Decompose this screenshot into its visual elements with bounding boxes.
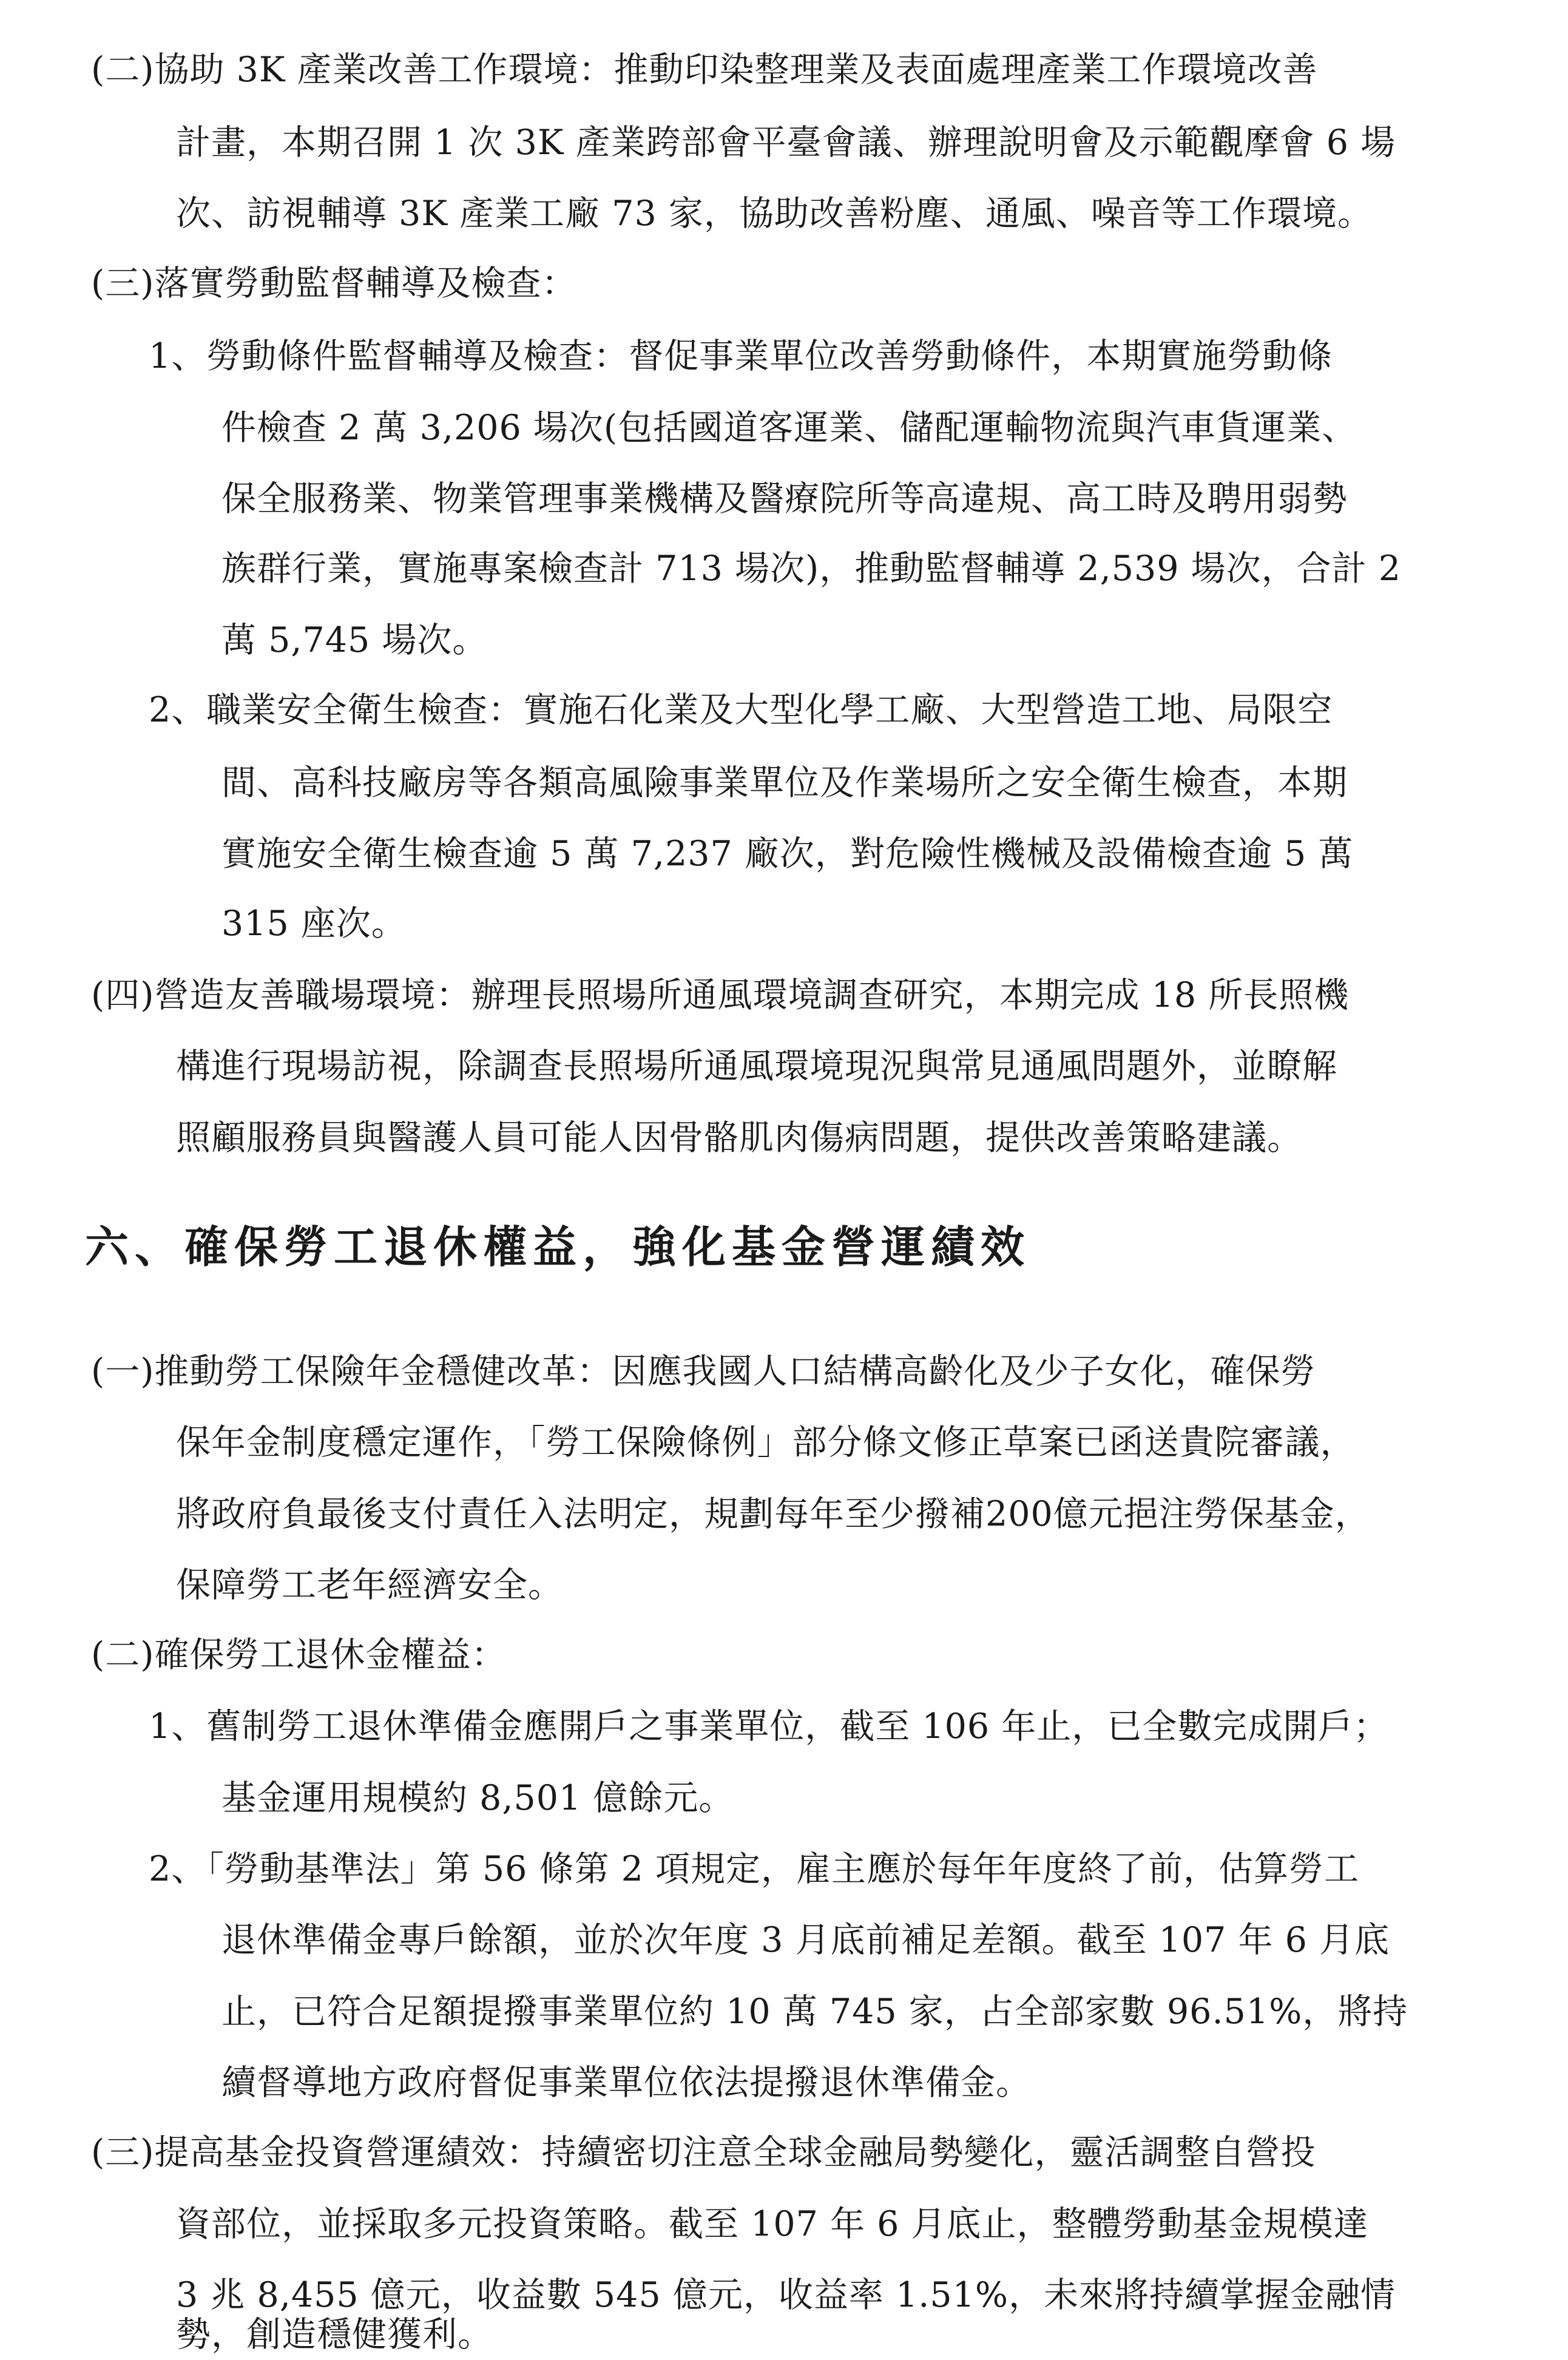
text-line: (四)營造友善職場環境：辦理長照場所通風環境調查研究，本期完成 18 所長照機 [91, 975, 1350, 1015]
text-line: 保障勞工老年經濟安全。 [176, 1565, 563, 1605]
text-line: 315 座次。 [221, 904, 407, 944]
text-line: 3 兆 8,455 億元，收益數 545 億元，收益率 1.51%，未來將持續掌握金融情 [176, 2275, 1396, 2315]
text-line: 次、訪視輔導 3K 產業工廠 73 家，協助改善粉塵、通風、噪音等工作環境。 [176, 194, 1373, 234]
text-line: 萬 5,745 場次。 [221, 620, 488, 660]
text-line: (三)落實勞動監督輔導及檢查： [91, 263, 577, 303]
text-line: 勢，創造穩健獲利。 [176, 2314, 493, 2355]
text-line: (二)確保勞工退休金權益： [91, 1635, 507, 1675]
text-line: 間、高科技廠房等各類高風險事業單位及作業場所之安全衛生檢查，本期 [221, 763, 1348, 803]
text-line: 將政府負最後支付責任入法明定，規劃每年至少撥補200億元挹注勞保基金， [176, 1494, 1370, 1534]
text-line: 續督導地方政府督促事業單位依法提撥退休準備金。 [221, 2063, 1031, 2103]
text-line: 退休準備金專戶餘額，並於次年度 3 月底前補足差額。截至 107 年 6 月底 [221, 1920, 1390, 1960]
section-heading: 六、確保勞工退休權益，強化基金營運績效 [85, 1221, 1031, 1273]
text-line: 實施安全衛生檢查逾 5 萬 7,237 廠次，對危險性機械及設備檢查逾 5 萬 [221, 834, 1354, 874]
text-line: (二)協助 3K 產業改善工作環境：推動印染整理業及表面處理產業工作環境改善 [91, 50, 1318, 90]
text-line: (一)推動勞工保險年金穩健改革：因應我國人口結構高齡化及少子女化，確保勞 [91, 1351, 1316, 1391]
text-line: 照顧服務員與醫護人員可能人因骨骼肌肉傷病問題，提供改善策略建議。 [176, 1118, 1302, 1158]
text-line: 止，已符合足額提撥事業單位約 10 萬 745 家，占全部家數 96.51%，將持 [221, 1992, 1408, 2032]
text-line: 資部位，並採取多元投資策略。截至 107 年 6 月底止，整體勞動基金規模達 [176, 2204, 1369, 2244]
text-line: 保全服務業、物業管理事業機構及醫療院所等高違規、高工時及聘用弱勢 [221, 479, 1348, 519]
text-line: 1、勞動條件監督輔導及檢查：督促事業單位改善勞動條件，本期實施勞動條 [149, 336, 1333, 376]
text-line: 構進行現場訪視，除調查長照場所通風環境現況與常見通風問題外，並瞭解 [176, 1046, 1337, 1086]
text-line: 2、「勞動基準法」第 56 條第 2 項規定，雇主應於每年年度終了前，估算勞工 [149, 1849, 1360, 1889]
text-line: 計畫，本期召開 1 次 3K 產業跨部會平臺會議、辦理說明會及示範觀摩會 6 場 [176, 123, 1396, 163]
text-line: 基金運用規模約 8,501 億餘元。 [221, 1778, 734, 1818]
text-line: 2、職業安全衛生檢查：實施石化業及大型化學工廠、大型營造工地、局限空 [149, 690, 1333, 730]
text-line: 件檢查 2 萬 3,206 場次(包括國道客運業、儲配運輸物流與汽車貨運業、 [221, 408, 1357, 448]
text-line: (三)提高基金投資營運績效：持續密切注意全球金融局勢變化，靈活調整自營投 [91, 2132, 1316, 2172]
text-line: 1、舊制勞工退休準備金應開戶之事業單位，截至 106 年止，已全數完成開戶； [149, 1706, 1389, 1746]
text-line: 保年金制度穩定運作，「勞工保險條例」部分條文修正草案已函送貴院審議， [176, 1422, 1356, 1462]
text-line: 族群行業，實施專案檢查計 713 場次)，推動監督輔導 2,539 場次，合計 2 [221, 549, 1402, 589]
